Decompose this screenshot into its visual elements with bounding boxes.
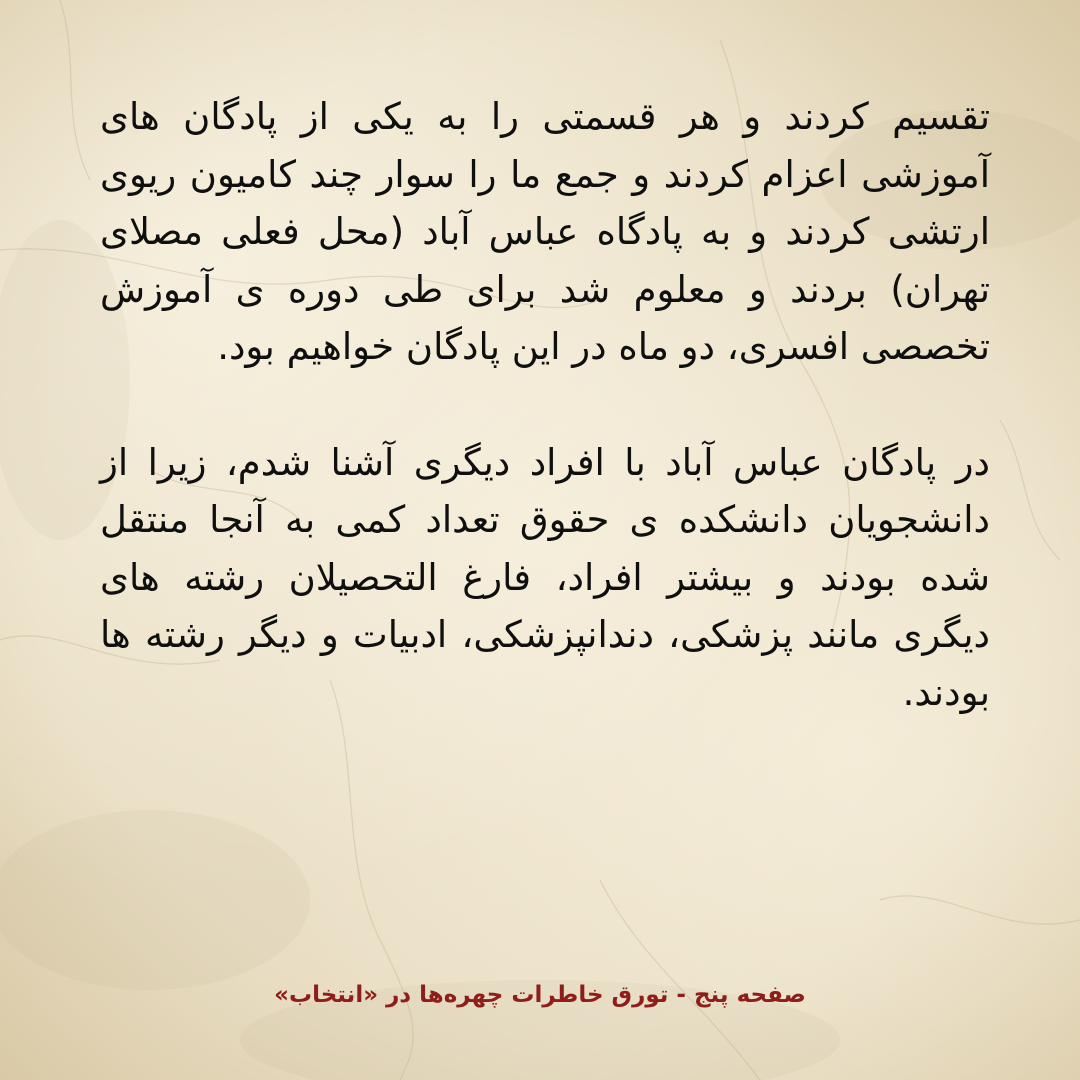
memoir-text xyxy=(100,88,990,721)
paragraph-2: در پادگان عباس آباد با افراد دیگری آشنا شدم، زیرا از دانشجویان دانشکده ی حقوق تعداد کمی به آنجا منتقل شده بودند و بیشتر افراد، فارغ التحصیلان رشته های دیگری مانند پزشکی، دندانپزشکی، ادبیات و دیگر رشته ها بودند. xyxy=(100,440,990,714)
paragraph-spacer xyxy=(100,376,990,434)
page-caption: صفحه پنج - تورق خاطرات چهره‌ها در «انتخاب» xyxy=(274,982,806,1008)
paragraph-1: تقسیم کردند و هر قسمتی را به یکی از پادگان های آموزشی اعزام کردند و جمع ما را سوار چند کامیون ریوی ارتشی کردند و به پادگاه عباس آباد (محل فعلی مصلای تهران) بردند و معلوم شد برای طی دوره ی آموزش تخصصی افسری، دو ماه در این پادگان خواهیم بود. xyxy=(100,95,990,368)
